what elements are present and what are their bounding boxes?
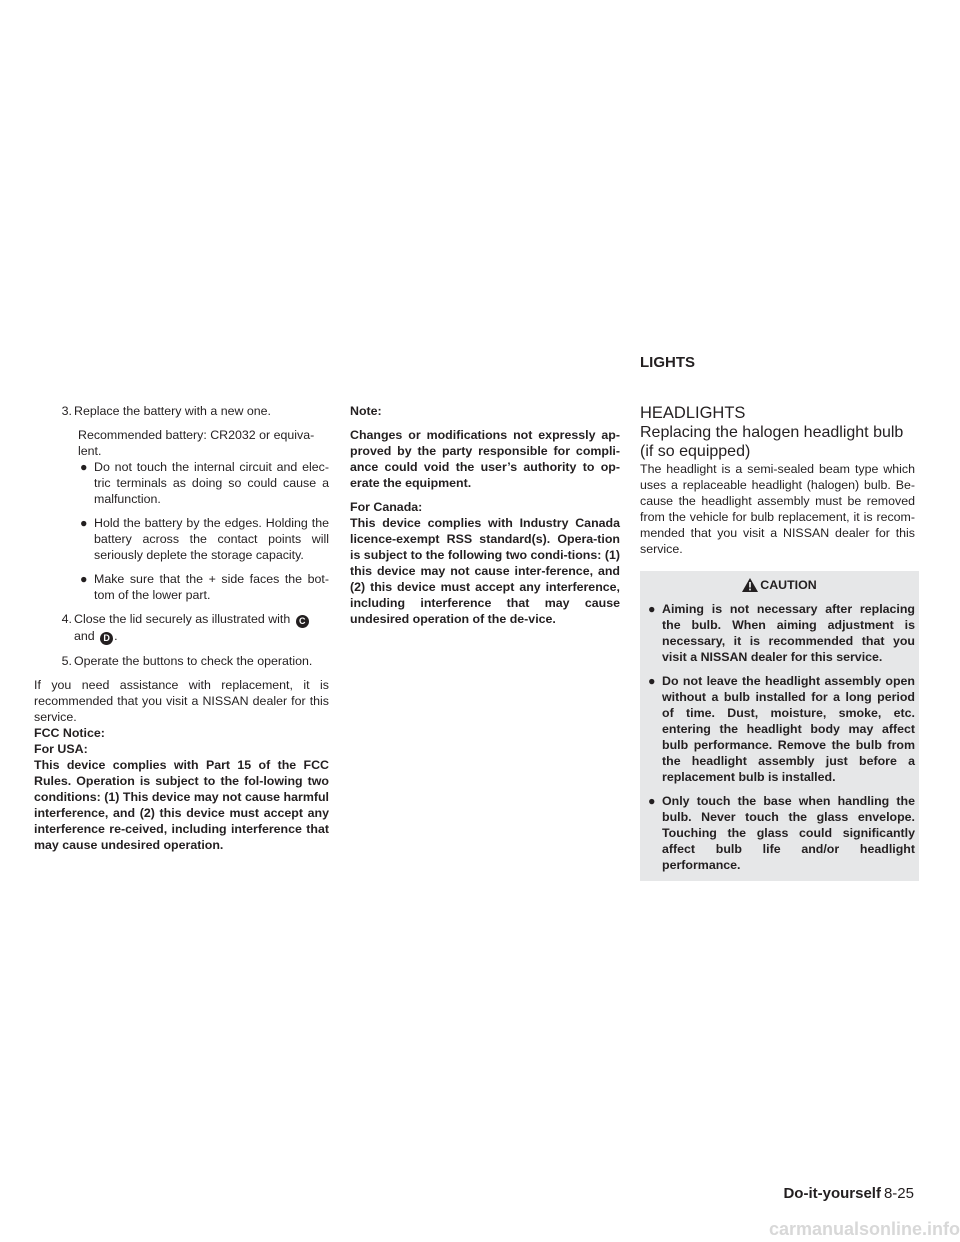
bullet-text: Do not touch the internal circuit and elec-tric terminals as doing so could cause a malfunction.: [94, 460, 329, 506]
bullet-icon: ●: [648, 674, 656, 688]
caution-title: [644, 577, 915, 593]
page-footer: [783, 1185, 914, 1202]
bullet-text: Make sure that the + side faces the bot-tom of the lower part.: [94, 572, 329, 602]
step-number: 4.: [61, 612, 72, 626]
for-canada-heading: For Canada:: [350, 500, 423, 514]
list-item: [34, 459, 329, 507]
recommended-battery: Recommended battery: CR2032 or equiva-lent.: [78, 428, 315, 458]
bullet-text: Aiming is not necessary after replacing the bulb. When aiming adjustment is necessary, it is recommended that you visit a NISSAN dealer for this service.: [662, 602, 915, 664]
step-3: [34, 403, 329, 419]
intro-paragraph: The headlight is a semi-sealed beam type which uses a replaceable headlight (halogen) bulb. Be-cause the headlight assembly must be removed from the vehicle for bulb replacement, it is recom-mended that you visit a NISSAN dealer for this service.: [640, 462, 915, 556]
step-text: Operate the buttons to check the operation.: [74, 654, 313, 668]
list-item: [644, 673, 915, 785]
bullet-text: Do not leave the headlight assembly open without a bulb installed for a long period of time. Dust, moisture, smoke, etc. entering the headlight body may affect bulb performance. Remove the bulb from the headlight assembly just before a replacement bulb is installed.: [662, 674, 915, 784]
caution-box: [640, 571, 919, 881]
step-number: 5.: [61, 654, 72, 668]
section-label: LIGHTS: [640, 354, 695, 371]
list-item: [644, 601, 915, 665]
bullet-icon: ●: [80, 516, 88, 530]
left-column: [34, 403, 329, 853]
step-number: 3.: [61, 404, 72, 418]
fcc-notice-heading: FCC Notice:: [34, 726, 105, 740]
step-end: .: [114, 629, 118, 643]
caution-label: CAUTION: [760, 578, 817, 592]
heading-headlights: HEADLIGHTS: [640, 404, 746, 422]
step-text: Close the lid securely as illustrated with: [74, 612, 291, 626]
step-text: Replace the battery with a new one.: [74, 404, 271, 418]
marker-c-icon: C: [296, 615, 309, 628]
right-column: [640, 404, 915, 881]
page-number: 8-25: [883, 1185, 914, 1202]
warning-triangle-icon: [742, 578, 758, 592]
marker-d-icon: D: [100, 632, 113, 645]
bullet-icon: ●: [80, 460, 88, 474]
list-item: [34, 571, 329, 603]
bullet-icon: ●: [648, 794, 656, 808]
bullet-text: Hold the battery by the edges. Holding the battery across the contact points will seriously deplete the storage capacity.: [94, 516, 329, 562]
watermark: carmanualsonline.info: [768, 1219, 960, 1239]
subheading: Replacing the halogen headlight bulb (if so equipped): [640, 424, 904, 460]
step-and: and: [74, 629, 95, 643]
list-item: [644, 793, 915, 873]
footer-section: Do-it-yourself: [783, 1185, 881, 1202]
bullet-text: Only touch the base when handling the bulb. Never touch the glass envelope. Touching the glass could significantly affect bulb life and/or headlight performance.: [662, 794, 915, 872]
step-5: [34, 653, 329, 669]
middle-column: [350, 403, 620, 627]
bullet-icon: ●: [80, 572, 88, 586]
step-4: [34, 611, 329, 645]
note-heading: Note:: [350, 404, 382, 418]
for-usa-heading: For USA:: [34, 742, 88, 756]
canada-text: This device complies with Industry Canada licence-exempt RSS standard(s). Opera-tion is subject to the following two condi-tions: (1) this device may not cause inter-ference, and (2) this device must accept any interference, including interference that may cause undesired operation of the de-vice.: [350, 516, 620, 626]
assist-paragraph: If you need assistance with replacement, it is recommended that you visit a NISSAN dealer for this service.: [34, 678, 329, 724]
bullet-icon: ●: [648, 602, 656, 616]
list-item: [34, 515, 329, 563]
note-text: Changes or modifications not expressly ap-proved by the party responsible for compli-ance could void the user’s authority to op-erate the equipment.: [350, 428, 620, 490]
usa-text: This device complies with Part 15 of the FCC Rules. Operation is subject to the fol-lowing two conditions: (1) This device may not cause harmful interference, and (2) this device must accept any interference re-ceived, including interference that may cause undesired operation.: [34, 758, 329, 852]
